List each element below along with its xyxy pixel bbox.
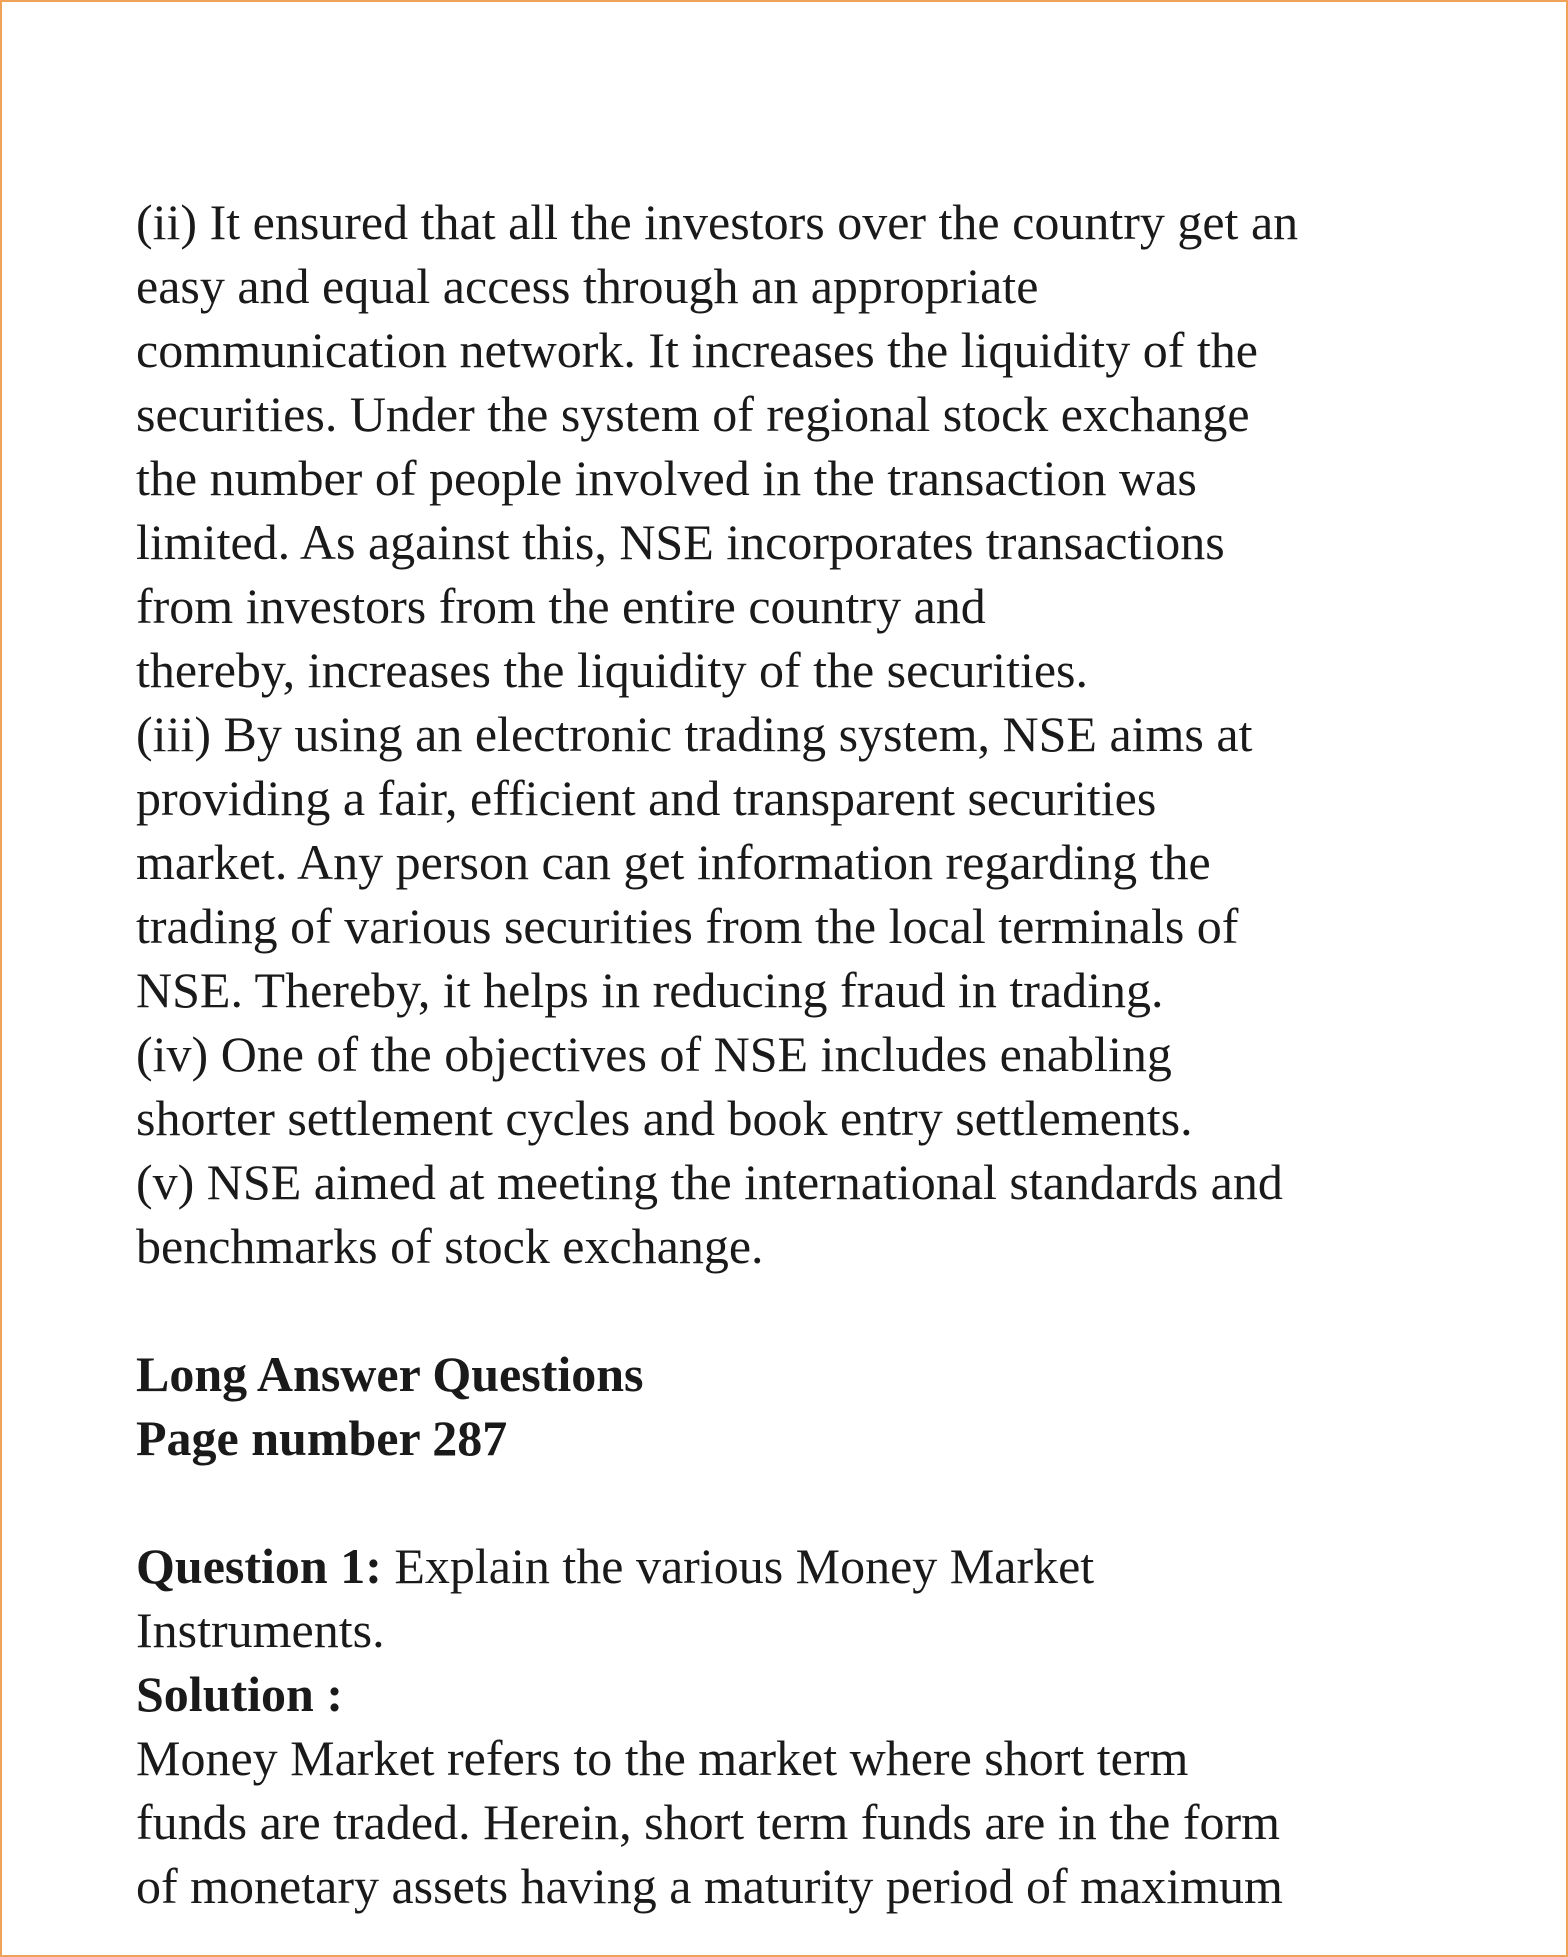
text-line: securities. Under the system of regional stock exchange [136, 386, 1250, 442]
page-content [136, 190, 1536, 1918]
spacer [136, 1278, 1536, 1342]
page-number-label: Page number 287 [136, 1410, 508, 1466]
text-line: (iv) One of the objectives of NSE includes enabling [136, 1026, 1172, 1082]
text-line: NSE. Thereby, it helps in reducing fraud in trading. [136, 962, 1164, 1018]
text-line: communication network. It increases the liquidity of the [136, 322, 1258, 378]
text-line: (v) NSE aimed at meeting the international standards and [136, 1154, 1283, 1210]
question-block [136, 1534, 1536, 1662]
solution-block [136, 1662, 1536, 1918]
text-line: the number of people involved in the transaction was [136, 450, 1197, 506]
answer-continuation [136, 190, 1536, 1278]
text-line: from investors from the entire country and [136, 578, 986, 634]
spacer [136, 1470, 1536, 1534]
text-line: (iii) By using an electronic trading system, NSE aims at [136, 706, 1253, 762]
question-text-continued: Instruments. [136, 1602, 385, 1658]
text-line: thereby, increases the liquidity of the securities. [136, 642, 1089, 698]
text-line: shorter settlement cycles and book entry settlements. [136, 1090, 1193, 1146]
solution-line: funds are traded. Herein, short term funds are in the form [136, 1794, 1281, 1850]
text-line: easy and equal access through an appropriate [136, 258, 1039, 314]
solution-line: of monetary assets having a maturity period of maximum [136, 1858, 1283, 1914]
question-line [136, 1534, 1536, 1598]
section-header [136, 1342, 1536, 1470]
solution-line: Money Market refers to the market where short term [136, 1730, 1189, 1786]
text-line: (ii) It ensured that all the investors over the country get an [136, 194, 1299, 250]
text-line: providing a fair, efficient and transparent securities [136, 770, 1157, 826]
section-heading: Long Answer Questions [136, 1346, 644, 1402]
text-line: trading of various securities from the local terminals of [136, 898, 1239, 954]
question-label: Question 1: [136, 1538, 382, 1594]
text-line: benchmarks of stock exchange. [136, 1218, 764, 1274]
text-line: limited. As against this, NSE incorporates transactions [136, 514, 1225, 570]
text-line: market. Any person can get information regarding the [136, 834, 1211, 890]
solution-label: Solution : [136, 1666, 344, 1722]
question-text: Explain the various Money Market [381, 1538, 1095, 1594]
